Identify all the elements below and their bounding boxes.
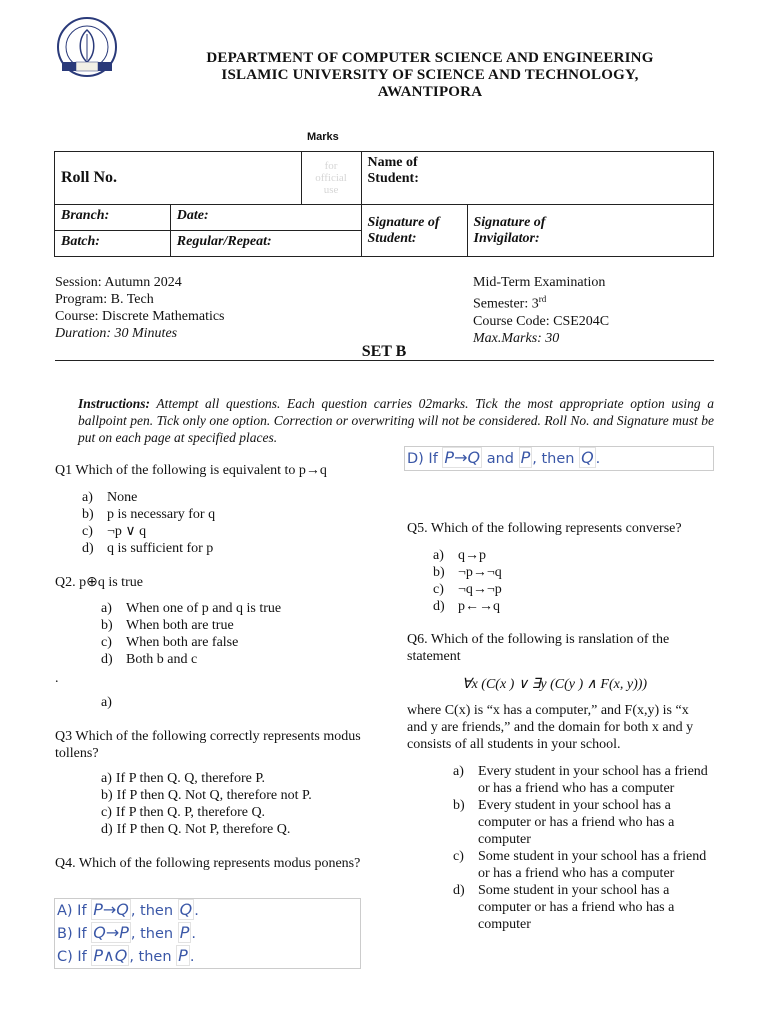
q3-option-b[interactable]: b) If P then Q. Not Q, therefore not P. xyxy=(101,788,312,803)
roll-no-field[interactable]: Roll No. xyxy=(55,152,302,205)
signature-invigilator-field[interactable] xyxy=(467,205,714,257)
student-info-table xyxy=(54,151,714,257)
q6-option-b[interactable]: b) Every student in your school has a computer or has a friend who has a computer xyxy=(453,798,675,847)
q4-option-d[interactable]: D) If P→Q and P , then Q . xyxy=(404,446,714,471)
regular-repeat-field[interactable]: Regular/Repeat: xyxy=(170,231,361,257)
session: Session: Autumn 2024 xyxy=(55,275,182,290)
q1-text: Q1 Which of the following is equivalent to p→q xyxy=(55,463,327,478)
q4-option-c[interactable]: C) If P∧Q , then P . xyxy=(57,946,195,965)
university-logo xyxy=(56,16,118,78)
batch-field[interactable]: Batch: xyxy=(55,231,171,257)
q6-options xyxy=(453,763,708,933)
q1-option-c[interactable]: c) ¬p ∨ q xyxy=(82,524,147,539)
date-field[interactable]: Date: xyxy=(170,205,361,231)
q6-option-a[interactable]: a) Every student in your school has a friend or has a friend who has a computer xyxy=(453,764,708,796)
q1-option-d[interactable]: d) q is sufficient for p xyxy=(82,541,214,556)
q2-text: Q2. p⊕q is true xyxy=(55,575,143,590)
q5-option-d[interactable]: d) p←→q xyxy=(433,599,500,614)
q4-options xyxy=(54,898,361,969)
program: Program: B. Tech xyxy=(55,292,154,307)
university-location: AWANTIPORA xyxy=(377,84,483,100)
max-marks: Max.Marks: 30 xyxy=(473,330,560,346)
university-title: ISLAMIC UNIVERSITY OF SCIENCE AND TECHNOLOGY, xyxy=(221,67,639,83)
exam-type: Mid-Term Examination xyxy=(473,275,606,290)
stray-option-a: a) xyxy=(101,695,112,710)
q1-option-a[interactable]: a) None xyxy=(82,490,138,505)
exam-meta-right xyxy=(473,274,609,347)
q6-context: where C(x) is “x has a computer,” and F(x,y) is “x and y are friends,” and the domain for both x and y consists of all students in your school. xyxy=(407,703,694,752)
q4-option-b[interactable]: B) If Q→P , then P . xyxy=(57,923,196,942)
department-title: DEPARTMENT OF COMPUTER SCIENCE AND ENGINEERING xyxy=(206,50,654,66)
signature-student-label: Signature of Student: xyxy=(367,214,440,246)
q6-option-d[interactable]: d) Some student in your school has a computer or has a friend who has a computer xyxy=(453,883,675,932)
q5-option-a[interactable]: a) q→p xyxy=(433,548,486,563)
divider xyxy=(55,360,714,361)
student-name-label: Name of Student: xyxy=(367,155,419,186)
q3-option-c[interactable]: c) If P then Q. P, therefore Q. xyxy=(101,805,266,820)
q5-options xyxy=(433,547,683,615)
q2-option-c[interactable]: c) When both are false xyxy=(101,635,239,650)
q2-option-d[interactable]: d) Both b and c xyxy=(101,652,198,667)
instructions: Instructions: Attempt all questions. Each question carries 02marks. Tick the most appropriate option using a ballpoint pen. Tick only one option. Correction or overwriting will not be considered. Roll No. and Signature must be put on each page at specified places. xyxy=(78,396,714,445)
official-use-box: for official use xyxy=(301,152,361,205)
q3-option-d[interactable]: d) If P then Q. Not P, therefore Q. xyxy=(101,822,291,837)
q4-option-a[interactable]: A) If P→Q , then Q . xyxy=(57,900,199,919)
q5-text: Q5. Which of the following represents converse? xyxy=(407,521,682,536)
q6-formula: ∀x (C(x ) ∨ ∃y (C(y ) ∧ F(x, y))) xyxy=(462,677,648,692)
marks-label: Marks xyxy=(307,131,339,143)
q1-option-b[interactable]: b) p is necessary for q xyxy=(82,507,216,522)
course-code: Course Code: CSE204C xyxy=(473,313,610,329)
q4-text: Q4. Which of the following represents modus ponens? xyxy=(55,856,361,871)
q3-options xyxy=(101,770,381,838)
student-name-field[interactable] xyxy=(361,152,713,205)
exam-meta-left xyxy=(55,274,225,342)
q3-text: Q3 Which of the following correctly represents modus tollens? xyxy=(55,729,361,761)
q5-option-b[interactable]: b) ¬p→¬q xyxy=(433,565,502,580)
q2-option-a[interactable]: a) When one of p and q is true xyxy=(101,601,282,616)
signature-student-field[interactable] xyxy=(361,205,467,257)
signature-invigilator-label: Signature of Invigilator: xyxy=(473,214,546,246)
set-label: SET B xyxy=(361,343,407,360)
duration: Duration: 30 Minutes xyxy=(55,326,178,341)
q6-text: Q6. Which of the following is ranslation of the statement xyxy=(407,632,670,664)
branch-field[interactable]: Branch: xyxy=(55,205,171,231)
stray-dot: . xyxy=(55,671,59,686)
q6-option-c[interactable]: c) Some student in your school has a friend or has a friend who has a computer xyxy=(453,849,707,881)
q5-option-c[interactable]: c) ¬q→¬p xyxy=(433,582,502,597)
q2-option-b[interactable]: b) When both are true xyxy=(101,618,234,633)
course: Course: Discrete Mathematics xyxy=(55,309,225,324)
semester: Semester: 3rd xyxy=(473,294,547,312)
q3-option-a[interactable]: a) If P then Q. Q, therefore P. xyxy=(101,771,266,786)
q1-options xyxy=(82,489,372,557)
q2-options xyxy=(101,600,381,668)
